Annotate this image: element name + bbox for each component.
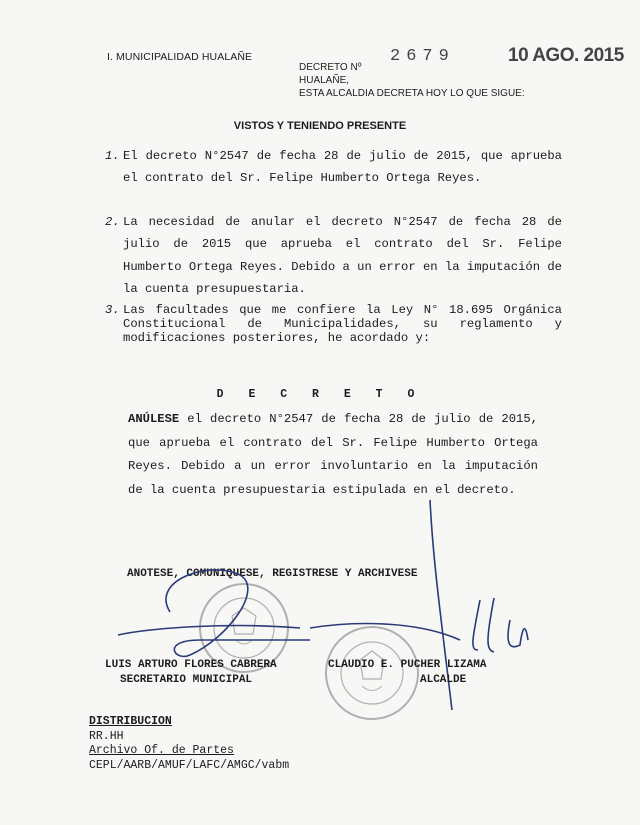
resolution-text: el decreto N°2547 de fecha 28 de julio de 2015, que aprueba el contrato del Sr. Felipe Humberto Ortega Reyes. Debido a un error involuntario en la imputación de la cuenta presupuestaria estipulada en el decreto.: [128, 412, 538, 497]
item-number: 3.: [105, 303, 120, 317]
distribution-line: CEPL/AARB/AMUF/LAFC/AMGC/vabm: [89, 758, 290, 772]
item-number: 1.: [105, 149, 120, 163]
vistos-heading: VISTOS Y TENIENDO PRESENTE: [233, 120, 407, 132]
date-stamp: 10 AGO. 2015: [508, 45, 624, 66]
item-text: El decreto N°2547 de fecha 28 de julio de 2015, que aprueba el contrato del Sr. Felipe Humberto Ortega Reyes.: [123, 149, 562, 186]
decreto-heading: D E C R E T O: [216, 388, 424, 401]
signatory-mayor: [328, 658, 486, 688]
item-number: 2.: [105, 215, 120, 229]
signatory-role: SECRETARIO MUNICIPAL: [120, 674, 253, 686]
distribution-line: RR.HH: [89, 729, 124, 743]
distribution-line: Archivo Of. de Partes: [89, 744, 234, 757]
resolution-lead: ANÚLESE: [128, 412, 180, 426]
signature-secretary: [118, 570, 310, 656]
municipality-name: I. MUNICIPALIDAD HUALAÑE: [107, 51, 253, 63]
signatory-name: CLAUDIO E. PUCHER LIZAMA: [328, 659, 487, 671]
item-text: Las facultades que me confiere la Ley N° 18.695 Orgánica Constitucional de Municipalidades, su reglamento y modificaciones posteriores, he acordado y:: [123, 303, 562, 346]
decree-number-stamp: 2679: [390, 47, 455, 66]
decree-intro: ESTA ALCALDIA DECRETA HOY LO QUE SIGUE:: [299, 88, 525, 99]
signatory-name: LUIS ARTURO FLORES CABRERA: [105, 659, 277, 671]
closing-formula: ANOTESE, COMUNIQUESE, REGISTRESE Y ARCHIVESE: [127, 568, 418, 580]
city-name: HUALAÑE,: [299, 75, 350, 86]
decree-label: DECRETO Nº: [299, 62, 362, 73]
distribution-block: [89, 715, 289, 773]
distribution-title: DISTRIBUCION: [89, 715, 172, 728]
signatory-secretary: [105, 658, 277, 688]
signatory-role: ALCALDE: [420, 674, 467, 686]
item-text: La necesidad de anular el decreto N°2547 de fecha 28 de julio de 2015 que aprueba el contrato del Sr. Felipe Humberto Ortega Reyes. Debido a un error en la imputación de la cuenta presupuestaria.: [123, 215, 562, 296]
